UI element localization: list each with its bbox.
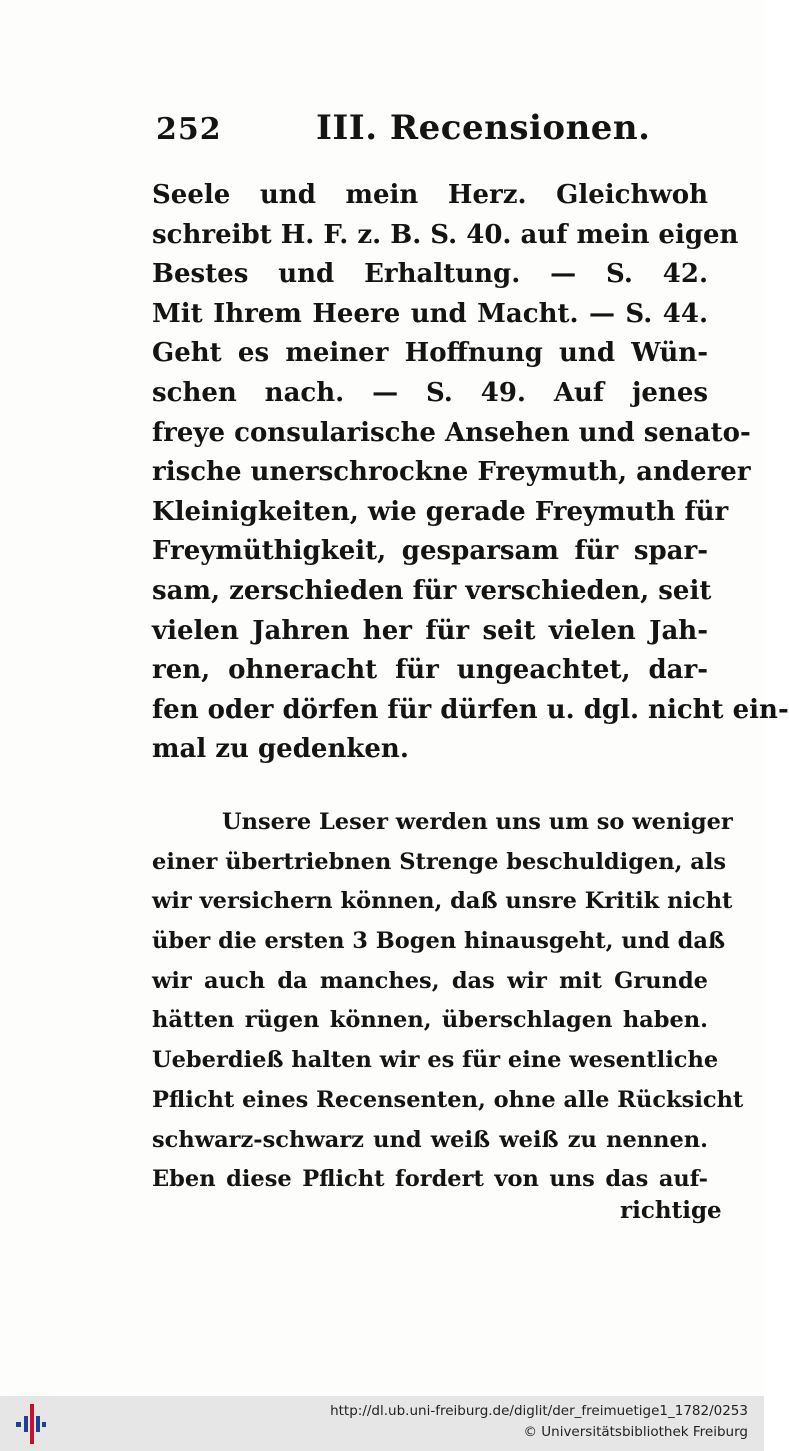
copyright-notice: © Universitätsbibliothek Freiburg bbox=[523, 1424, 748, 1440]
text-line: wir auch da manches, das wir mit Grunde bbox=[152, 967, 708, 994]
text-line: schreibt H. F. z. B. S. 40. auf mein eigen bbox=[152, 219, 739, 250]
text-line: freye consularische Ansehen und senato- bbox=[152, 417, 751, 448]
text-line: schwarz-schwarz und weiß weiß zu nennen. bbox=[152, 1126, 708, 1153]
page-number: 252 bbox=[156, 112, 222, 147]
paragraph-2 bbox=[152, 803, 744, 1200]
page-header bbox=[150, 108, 710, 154]
text-line: Kleinigkeiten, wie gerade Freymuth für bbox=[152, 496, 729, 527]
permalink-url[interactable]: http://dl.ub.uni-freiburg.de/diglit/der_freimuetige1_1782/0253 bbox=[330, 1403, 748, 1419]
text-line: wir versichern können, daß unsre Kritik nicht bbox=[152, 888, 733, 915]
text-line: Pflicht eines Recensenten, ohne alle Rücksicht bbox=[152, 1086, 744, 1113]
text-line: vielen Jahren her für seit vielen Jah- bbox=[152, 615, 708, 646]
library-logo-icon bbox=[16, 1402, 46, 1446]
running-head: III. Recensionen. bbox=[316, 108, 651, 148]
text-line: schen nach. — S. 49. Auf jenes bbox=[152, 377, 708, 408]
text-line: Freymüthigkeit, gesparsam für spar- bbox=[152, 536, 708, 567]
text-line: fen oder dörfen für dürfen u. dgl. nicht ein- bbox=[152, 694, 789, 725]
text-line: Unsere Leser werden uns um so weniger bbox=[222, 809, 733, 835]
text-line: Bestes und Erhaltung. — S. 42. bbox=[152, 259, 708, 290]
text-line: hätten rügen können, überschlagen haben. bbox=[152, 1007, 708, 1034]
text-line: Seele und mein Herz. Gleichwoh bbox=[152, 180, 708, 210]
text-line: rische unerschrockne Freymuth, anderer bbox=[152, 457, 751, 488]
text-line: ren, ohneracht für ungeachtet, dar- bbox=[152, 655, 708, 686]
viewer-footer bbox=[0, 1396, 764, 1451]
text-line: Mit Ihrem Heere und Macht. — S. 44. bbox=[152, 298, 708, 329]
text-line: einer übertriebnen Strenge beschuldigen, als bbox=[152, 848, 727, 875]
catchword: richtige bbox=[620, 1197, 722, 1224]
text-line: sam, zerschieden für verschieden, seit bbox=[152, 575, 712, 606]
text-line: Ueberdieß halten wir es für eine wesentliche bbox=[152, 1047, 719, 1074]
paragraph-1 bbox=[152, 176, 789, 770]
text-line: mal zu gedenken. bbox=[152, 734, 409, 765]
text-line: über die ersten 3 Bogen hinausgeht, und daß bbox=[152, 928, 726, 955]
text-line: Geht es meiner Hoffnung und Wün- bbox=[152, 338, 708, 369]
text-line: Eben diese Pflicht fordert von uns das auf- bbox=[152, 1166, 708, 1193]
